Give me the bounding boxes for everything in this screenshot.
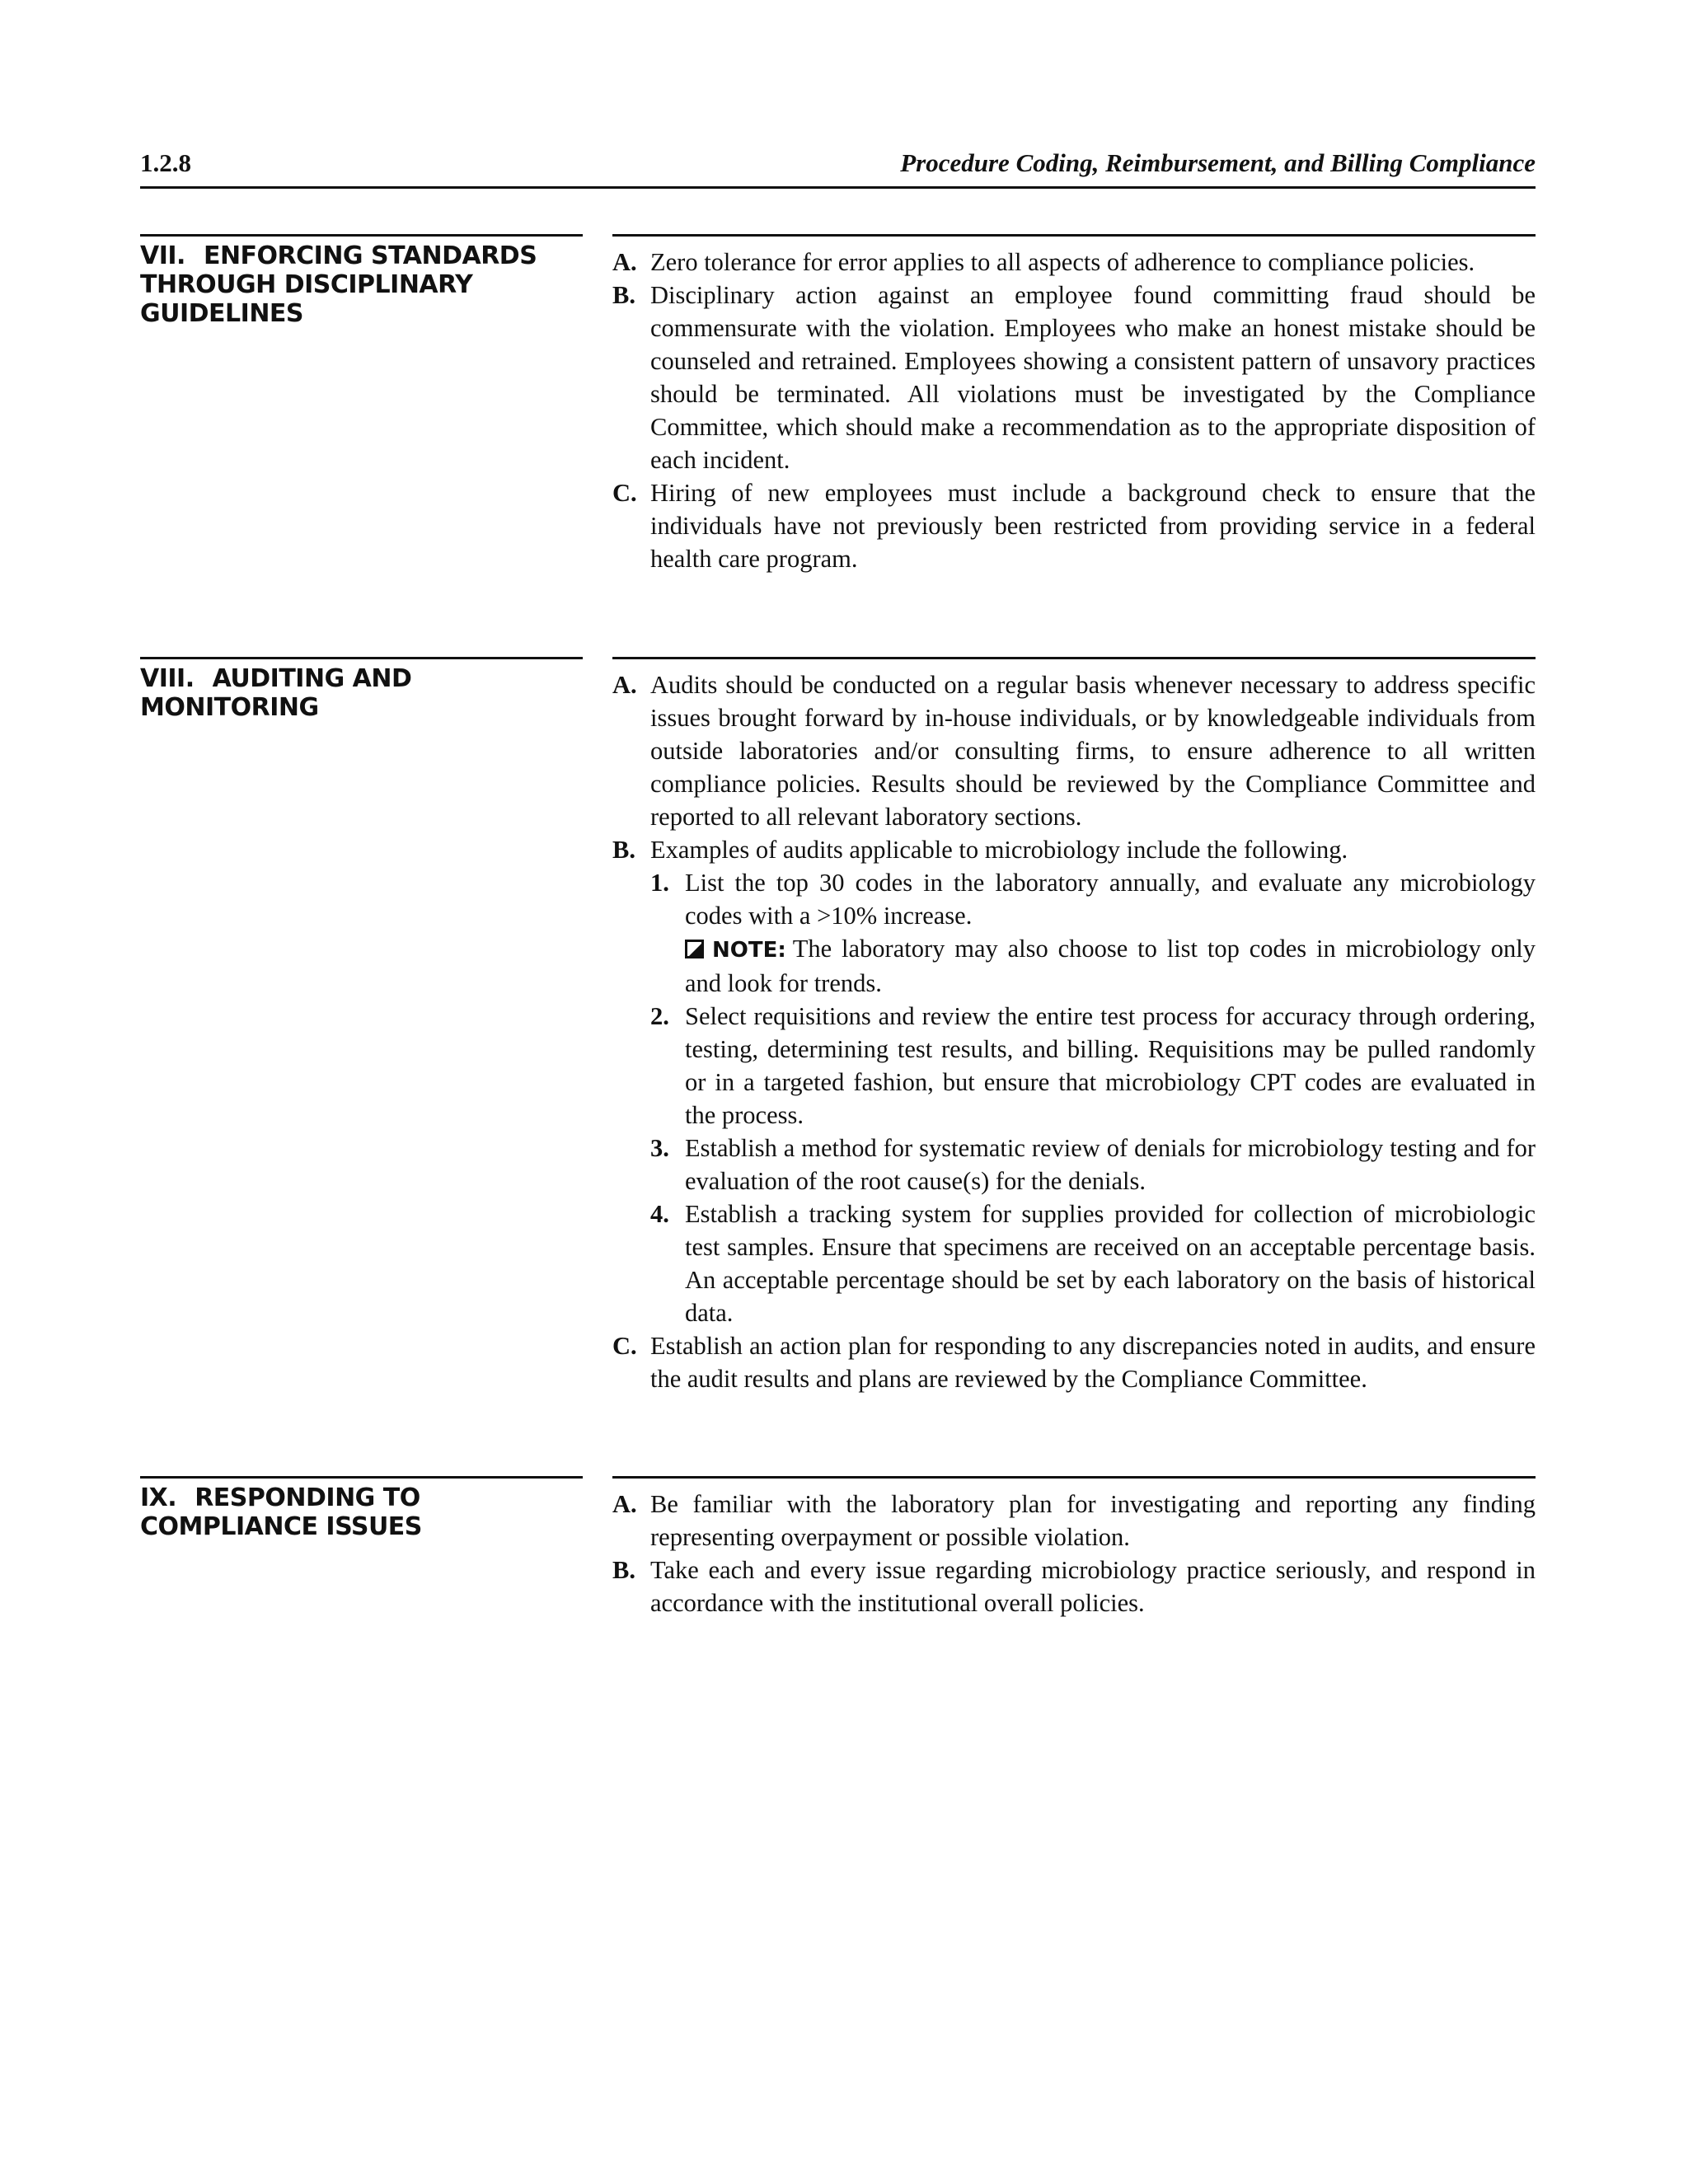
section-title: ENFORCING STANDARDS THROUGH DISCIPLINARY GUIDELINES xyxy=(140,241,537,328)
item-marker: B. xyxy=(612,1556,635,1584)
sub-item-text: List the top 30 codes in the laboratory annually, and evaluate any microbiology codes with a >10% increase. xyxy=(685,869,1536,930)
page-number: 1.2.8 xyxy=(140,148,191,177)
section-title: AUDITING AND MONITORING xyxy=(140,664,412,722)
section-heading xyxy=(140,234,583,328)
item-marker: A. xyxy=(612,671,637,699)
sub-item-marker: 2. xyxy=(650,1002,669,1030)
sub-item-marker: 4. xyxy=(650,1200,669,1228)
list-item xyxy=(612,476,1536,575)
section-body xyxy=(612,1476,1536,1619)
running-head-title: Procedure Coding, Reimbursement, and Billing Compliance xyxy=(900,148,1536,177)
sub-list xyxy=(650,866,1536,1329)
item-marker: C. xyxy=(612,479,637,507)
item-text: Hiring of new employees must include a background check to ensure that the individuals have not previously been restricted from providing service in a federal health care program. xyxy=(650,479,1536,573)
note-icon xyxy=(685,940,704,958)
item-text: Audits should be conducted on a regular basis whenever necessary to address specific issues brought forward by in-house individuals, or by knowledgeable individuals from outside laboratories and/or consulting firms, to ensure adherence to all written compliance policies. Results should be reviewed by the Compliance Committee and reported to all relevant laboratory sections. xyxy=(650,671,1536,831)
section-heading xyxy=(140,657,583,722)
item-marker: B. xyxy=(612,281,635,309)
item-marker: A. xyxy=(612,248,637,276)
item-text: Establish an action plan for responding to any discrepancies noted in audits, and ensure the audit results and plans are reviewed by the Compliance Committee. xyxy=(650,1332,1536,1393)
section-heading xyxy=(140,1476,583,1541)
item-marker: C. xyxy=(612,1332,637,1360)
sub-item-text: Establish a tracking system for supplies provided for collection of microbiologic test samples. Ensure that specimens are received on an acceptable percentage basis. An acceptable percentage should be set by each laboratory on the basis of historical data. xyxy=(685,1200,1536,1327)
note-label: NOTE: xyxy=(712,938,786,963)
sub-item-marker: 3. xyxy=(650,1134,669,1162)
list-item xyxy=(612,1554,1536,1619)
list-item xyxy=(612,833,1536,1329)
note xyxy=(685,932,1536,1000)
item-text: Be familiar with the laboratory plan for investigating and reporting any finding representing overpayment or possible violation. xyxy=(650,1490,1536,1551)
sub-item-text: Select requisitions and review the entire test process for accuracy through ordering, testing, determining test results, and billing. Requisitions may be pulled randomly or in a targeted fashion, but ensure that microbiology CPT codes are evaluated in the process. xyxy=(685,1002,1536,1129)
item-text: Examples of audits applicable to microbiology include the following. xyxy=(650,836,1348,864)
item-text: Zero tolerance for error applies to all aspects of adherence to compliance policies. xyxy=(650,248,1475,276)
item-text: Take each and every issue regarding microbiology practice seriously, and respond in accordance with the institutional overall policies. xyxy=(650,1556,1536,1617)
item-text: Disciplinary action against an employee found committing fraud should be commensurate with the violation. Employees who make an honest mistake should be counseled and retrained. Employees showing a consistent pattern of unsavory practices should be terminated. All violations must be investigated by the Compliance Committee, which should make a recommendation as to the appropriate disposition of each incident. xyxy=(650,281,1536,474)
section-body xyxy=(612,657,1536,1395)
list-item xyxy=(612,279,1536,476)
list-item xyxy=(612,1488,1536,1554)
section-body xyxy=(612,234,1536,575)
section-number: VII. xyxy=(140,241,185,270)
sub-list-item xyxy=(650,1132,1536,1197)
sub-item-text: Establish a method for systematic review of denials for microbiology testing and for evaluation of the root cause(s) for the denials. xyxy=(685,1134,1536,1195)
list-item xyxy=(612,1329,1536,1395)
sub-list-item xyxy=(650,1000,1536,1132)
section-number: VIII. xyxy=(140,664,195,693)
sub-list-item xyxy=(650,866,1536,1000)
running-head xyxy=(140,148,1536,189)
section-title: RESPONDING TO COMPLIANCE ISSUES xyxy=(140,1483,422,1541)
sub-list-item xyxy=(650,1197,1536,1329)
list-item xyxy=(612,668,1536,833)
note-text: The laboratory may also choose to list top codes in microbiology only and look for trends. xyxy=(685,935,1536,997)
list-item xyxy=(612,246,1536,279)
item-marker: B. xyxy=(612,836,635,864)
sub-item-marker: 1. xyxy=(650,869,669,897)
section-number: IX. xyxy=(140,1483,177,1512)
item-marker: A. xyxy=(612,1490,637,1518)
